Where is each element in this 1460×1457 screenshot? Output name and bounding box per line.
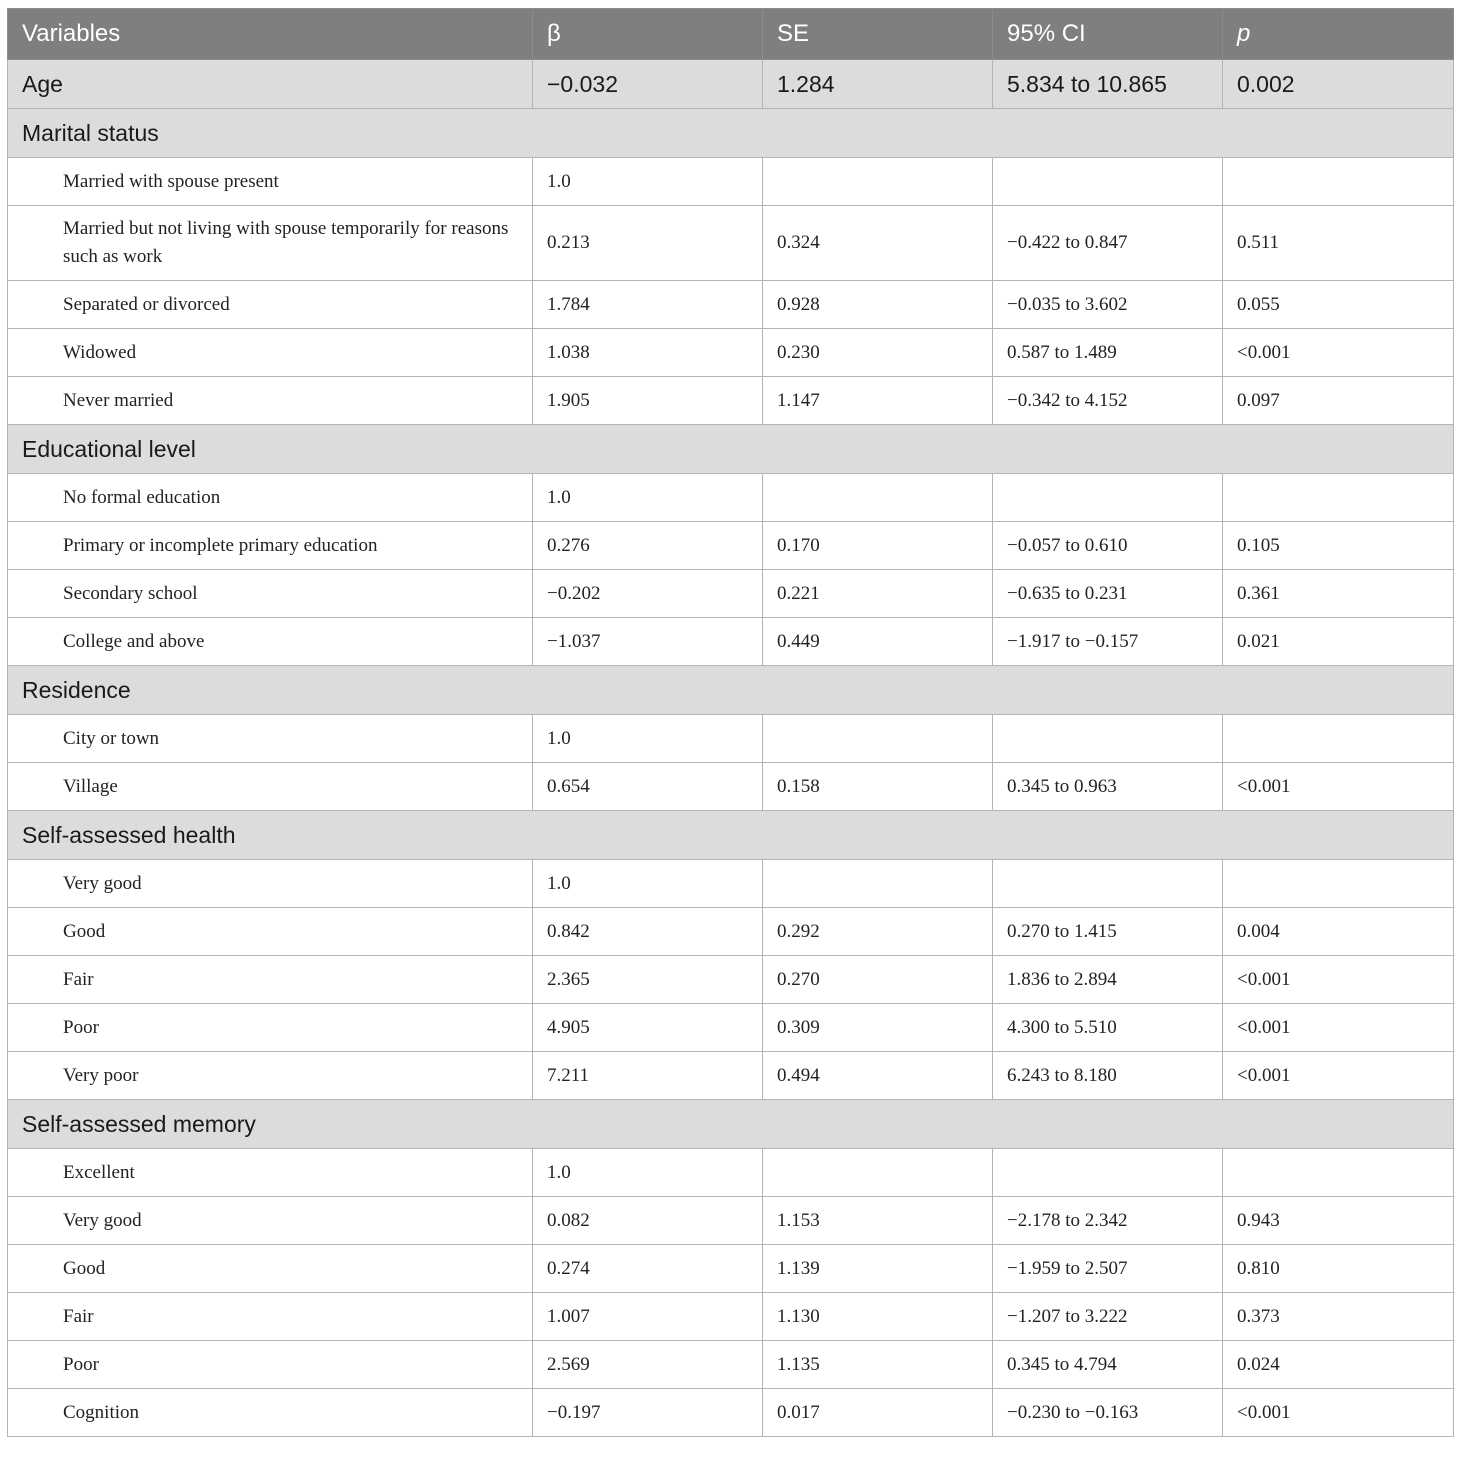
table-row bbox=[8, 1389, 1454, 1437]
table-row bbox=[8, 763, 1454, 811]
se-cell: 0.494 bbox=[763, 1052, 993, 1100]
variable-cell: Married with spouse present bbox=[8, 158, 533, 206]
header-row bbox=[8, 9, 1454, 60]
beta-cell: 7.211 bbox=[533, 1052, 763, 1100]
beta-cell: 1.0 bbox=[533, 715, 763, 763]
se-cell: 0.292 bbox=[763, 908, 993, 956]
ci-cell: −1.959 to 2.507 bbox=[993, 1245, 1223, 1293]
ci-cell: −0.057 to 0.610 bbox=[993, 522, 1223, 570]
p-cell: <0.001 bbox=[1223, 1052, 1454, 1100]
variable-cell: Married but not living with spouse temporarily for reasons such as work bbox=[8, 206, 533, 281]
p-cell: <0.001 bbox=[1223, 329, 1454, 377]
beta-cell: −0.202 bbox=[533, 570, 763, 618]
table-row bbox=[8, 522, 1454, 570]
se-cell: 0.449 bbox=[763, 618, 993, 666]
beta-cell: 0.274 bbox=[533, 1245, 763, 1293]
header-variables: Variables bbox=[8, 9, 533, 60]
variable-cell: Very good bbox=[8, 1197, 533, 1245]
variable-cell: Very poor bbox=[8, 1052, 533, 1100]
regression-table-container bbox=[7, 8, 1453, 1437]
ci-cell: 0.270 to 1.415 bbox=[993, 908, 1223, 956]
variable-cell: Good bbox=[8, 1245, 533, 1293]
beta-cell: 0.213 bbox=[533, 206, 763, 281]
variable-cell: Excellent bbox=[8, 1149, 533, 1197]
ci-cell bbox=[993, 860, 1223, 908]
p-cell: 0.004 bbox=[1223, 908, 1454, 956]
variable-cell: Age bbox=[8, 60, 533, 109]
variable-cell: Secondary school bbox=[8, 570, 533, 618]
header-p: p bbox=[1223, 9, 1454, 60]
group-header-row bbox=[8, 109, 1454, 158]
variable-cell: No formal education bbox=[8, 474, 533, 522]
regression-table bbox=[7, 8, 1454, 1437]
beta-cell: 1.0 bbox=[533, 158, 763, 206]
se-cell: 0.221 bbox=[763, 570, 993, 618]
table-row bbox=[8, 474, 1454, 522]
beta-cell: 1.784 bbox=[533, 281, 763, 329]
beta-cell: −0.197 bbox=[533, 1389, 763, 1437]
se-cell: 0.158 bbox=[763, 763, 993, 811]
table-row bbox=[8, 281, 1454, 329]
p-cell bbox=[1223, 474, 1454, 522]
se-cell bbox=[763, 1149, 993, 1197]
table-row bbox=[8, 860, 1454, 908]
beta-cell: 1.905 bbox=[533, 377, 763, 425]
se-cell: 1.135 bbox=[763, 1341, 993, 1389]
p-cell bbox=[1223, 158, 1454, 206]
table-row bbox=[8, 956, 1454, 1004]
ci-cell: 5.834 to 10.865 bbox=[993, 60, 1223, 109]
beta-cell: 1.0 bbox=[533, 860, 763, 908]
beta-cell: 0.276 bbox=[533, 522, 763, 570]
ci-cell: −1.917 to −0.157 bbox=[993, 618, 1223, 666]
se-cell: 0.270 bbox=[763, 956, 993, 1004]
variable-cell: Village bbox=[8, 763, 533, 811]
se-cell bbox=[763, 474, 993, 522]
p-cell: 0.055 bbox=[1223, 281, 1454, 329]
se-cell: 1.153 bbox=[763, 1197, 993, 1245]
table-body bbox=[8, 60, 1454, 1437]
se-cell: 1.284 bbox=[763, 60, 993, 109]
ci-cell: 6.243 to 8.180 bbox=[993, 1052, 1223, 1100]
beta-cell: 2.365 bbox=[533, 956, 763, 1004]
ci-cell: −0.635 to 0.231 bbox=[993, 570, 1223, 618]
beta-cell: 0.082 bbox=[533, 1197, 763, 1245]
variable-cell: Poor bbox=[8, 1004, 533, 1052]
table-row bbox=[8, 329, 1454, 377]
variable-cell: City or town bbox=[8, 715, 533, 763]
table-row bbox=[8, 377, 1454, 425]
table-row bbox=[8, 618, 1454, 666]
se-cell: 1.147 bbox=[763, 377, 993, 425]
p-cell bbox=[1223, 860, 1454, 908]
ci-cell bbox=[993, 1149, 1223, 1197]
table-row bbox=[8, 1149, 1454, 1197]
beta-cell: 1.038 bbox=[533, 329, 763, 377]
ci-cell: 0.345 to 4.794 bbox=[993, 1341, 1223, 1389]
se-cell bbox=[763, 715, 993, 763]
p-cell: <0.001 bbox=[1223, 1389, 1454, 1437]
group-header-row bbox=[8, 666, 1454, 715]
table-row bbox=[8, 1004, 1454, 1052]
se-cell: 0.324 bbox=[763, 206, 993, 281]
se-cell bbox=[763, 158, 993, 206]
se-cell: 0.017 bbox=[763, 1389, 993, 1437]
table-row bbox=[8, 908, 1454, 956]
p-cell: 0.105 bbox=[1223, 522, 1454, 570]
p-cell: 0.511 bbox=[1223, 206, 1454, 281]
group-header-row bbox=[8, 811, 1454, 860]
table-row bbox=[8, 1052, 1454, 1100]
variable-cell: Fair bbox=[8, 1293, 533, 1341]
se-cell: 1.139 bbox=[763, 1245, 993, 1293]
beta-cell: 0.842 bbox=[533, 908, 763, 956]
ci-cell: −0.422 to 0.847 bbox=[993, 206, 1223, 281]
header-ci: 95% CI bbox=[993, 9, 1223, 60]
table-row bbox=[8, 1245, 1454, 1293]
variable-cell: Never married bbox=[8, 377, 533, 425]
group-label: Marital status bbox=[8, 109, 1454, 158]
group-label: Educational level bbox=[8, 425, 1454, 474]
p-cell: 0.021 bbox=[1223, 618, 1454, 666]
variable-cell: Poor bbox=[8, 1341, 533, 1389]
beta-cell: −0.032 bbox=[533, 60, 763, 109]
se-cell: 0.309 bbox=[763, 1004, 993, 1052]
variable-cell: Widowed bbox=[8, 329, 533, 377]
variable-cell: Separated or divorced bbox=[8, 281, 533, 329]
ci-cell bbox=[993, 158, 1223, 206]
ci-cell: 4.300 to 5.510 bbox=[993, 1004, 1223, 1052]
ci-cell: −0.230 to −0.163 bbox=[993, 1389, 1223, 1437]
p-cell bbox=[1223, 715, 1454, 763]
se-cell: 0.170 bbox=[763, 522, 993, 570]
ci-cell: −0.342 to 4.152 bbox=[993, 377, 1223, 425]
header-beta: β bbox=[533, 9, 763, 60]
table-row bbox=[8, 206, 1454, 281]
beta-cell: 1.007 bbox=[533, 1293, 763, 1341]
p-cell: 0.361 bbox=[1223, 570, 1454, 618]
ci-cell bbox=[993, 474, 1223, 522]
variable-cell: Very good bbox=[8, 860, 533, 908]
group-label: Self-assessed health bbox=[8, 811, 1454, 860]
group-label: Self-assessed memory bbox=[8, 1100, 1454, 1149]
beta-cell: 4.905 bbox=[533, 1004, 763, 1052]
summary-row bbox=[8, 60, 1454, 109]
se-cell: 0.230 bbox=[763, 329, 993, 377]
ci-cell: 0.587 to 1.489 bbox=[993, 329, 1223, 377]
variable-cell: Fair bbox=[8, 956, 533, 1004]
p-cell: <0.001 bbox=[1223, 956, 1454, 1004]
variable-cell: Cognition bbox=[8, 1389, 533, 1437]
p-cell: 0.810 bbox=[1223, 1245, 1454, 1293]
beta-cell: 1.0 bbox=[533, 1149, 763, 1197]
ci-cell: −1.207 to 3.222 bbox=[993, 1293, 1223, 1341]
p-cell: <0.001 bbox=[1223, 1004, 1454, 1052]
beta-cell: −1.037 bbox=[533, 618, 763, 666]
group-label: Residence bbox=[8, 666, 1454, 715]
table-row bbox=[8, 1197, 1454, 1245]
ci-cell: 0.345 to 0.963 bbox=[993, 763, 1223, 811]
p-cell: 0.373 bbox=[1223, 1293, 1454, 1341]
ci-cell: −2.178 to 2.342 bbox=[993, 1197, 1223, 1245]
variable-cell: Good bbox=[8, 908, 533, 956]
p-cell bbox=[1223, 1149, 1454, 1197]
beta-cell: 2.569 bbox=[533, 1341, 763, 1389]
se-cell: 0.928 bbox=[763, 281, 993, 329]
variable-cell: Primary or incomplete primary education bbox=[8, 522, 533, 570]
table-row bbox=[8, 158, 1454, 206]
p-cell: 0.024 bbox=[1223, 1341, 1454, 1389]
beta-cell: 1.0 bbox=[533, 474, 763, 522]
table-row bbox=[8, 715, 1454, 763]
group-header-row bbox=[8, 1100, 1454, 1149]
se-cell: 1.130 bbox=[763, 1293, 993, 1341]
table-row bbox=[8, 1341, 1454, 1389]
variable-cell: College and above bbox=[8, 618, 533, 666]
se-cell bbox=[763, 860, 993, 908]
group-header-row bbox=[8, 425, 1454, 474]
p-cell: 0.097 bbox=[1223, 377, 1454, 425]
table-header bbox=[8, 9, 1454, 60]
header-se: SE bbox=[763, 9, 993, 60]
p-cell: 0.943 bbox=[1223, 1197, 1454, 1245]
p-cell: 0.002 bbox=[1223, 60, 1454, 109]
beta-cell: 0.654 bbox=[533, 763, 763, 811]
ci-cell: 1.836 to 2.894 bbox=[993, 956, 1223, 1004]
ci-cell: −0.035 to 3.602 bbox=[993, 281, 1223, 329]
table-row bbox=[8, 1293, 1454, 1341]
p-cell: <0.001 bbox=[1223, 763, 1454, 811]
table-row bbox=[8, 570, 1454, 618]
ci-cell bbox=[993, 715, 1223, 763]
